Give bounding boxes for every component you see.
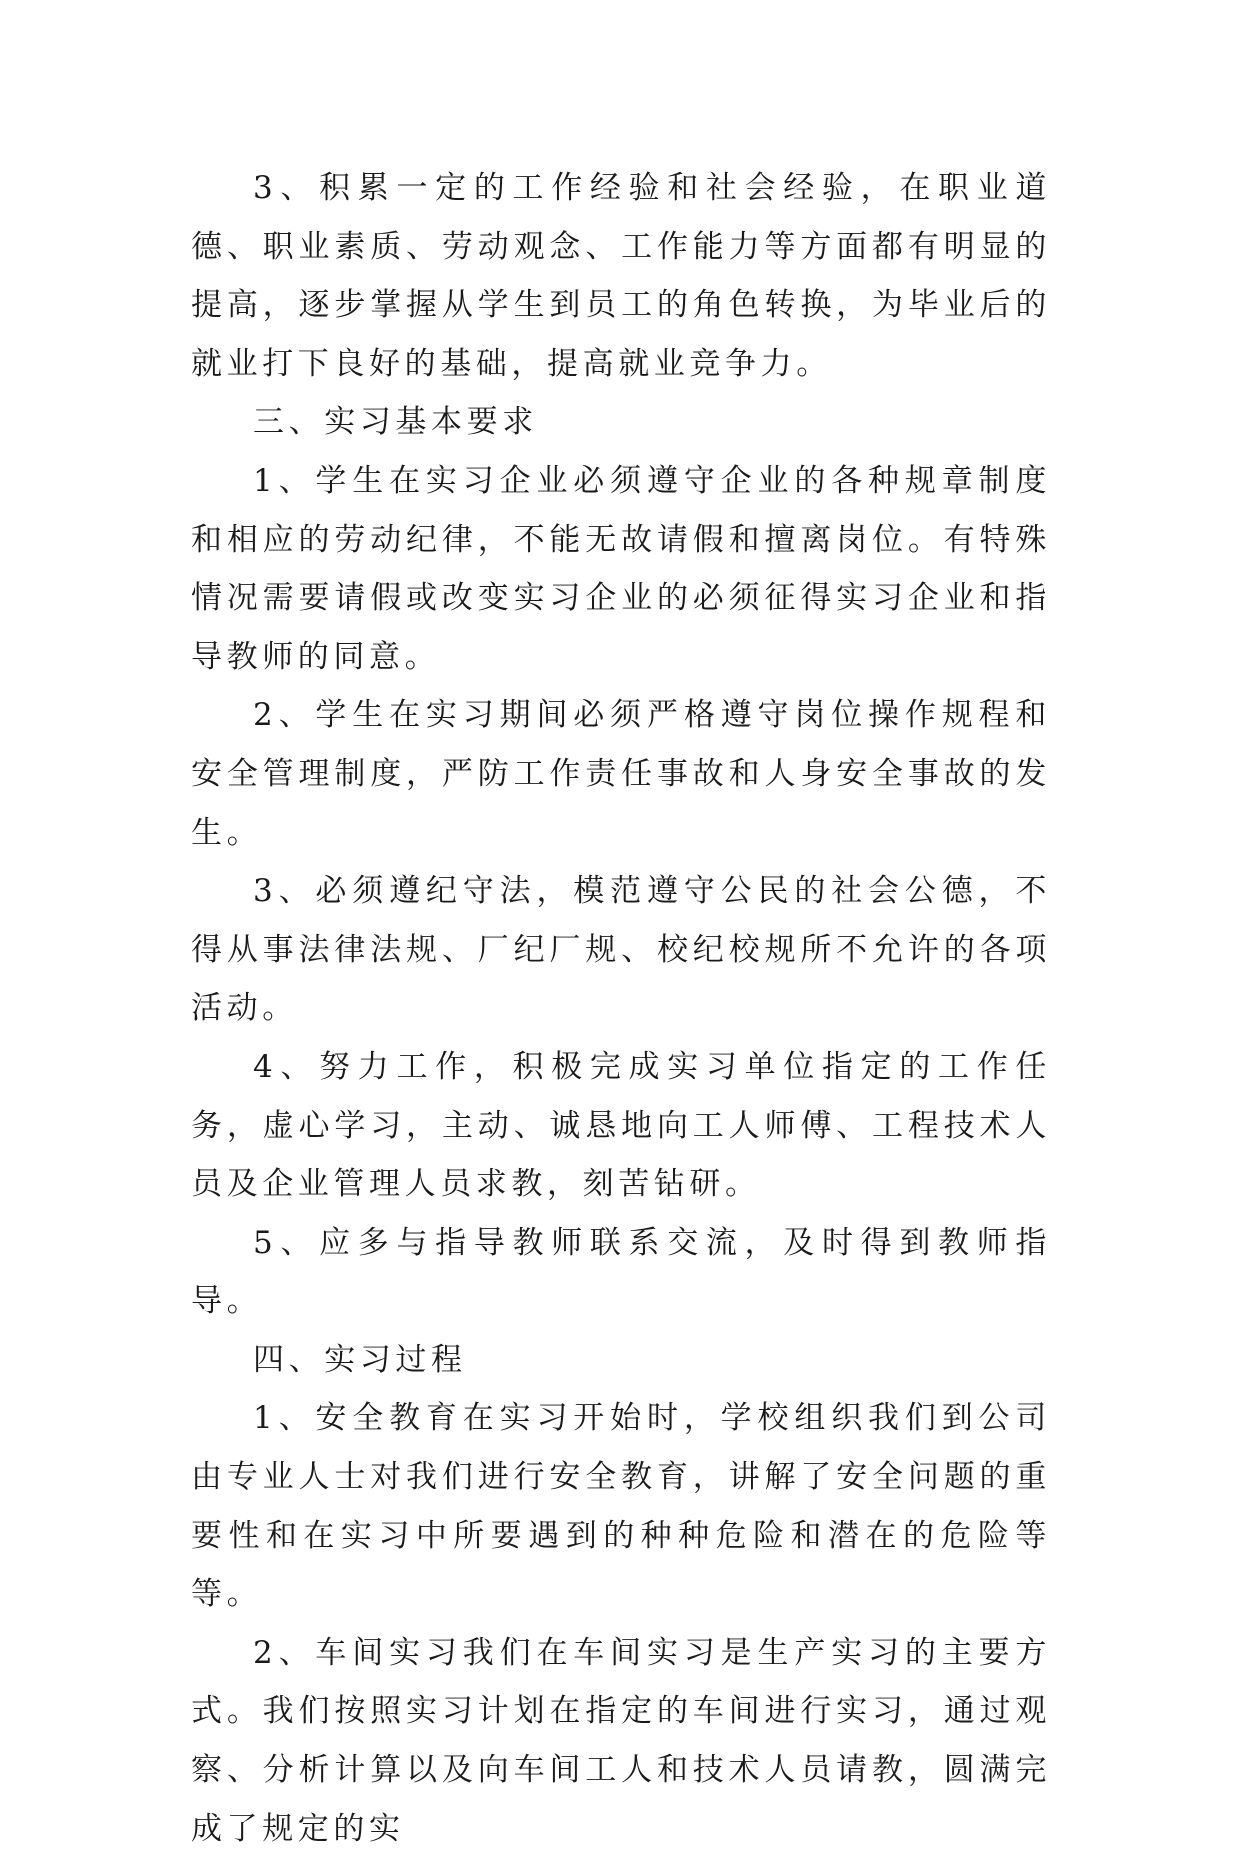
- paragraph-requirement-4: 4、努力工作，积极完成实习单位指定的工作任务，虚心学习，主动、诚恳地向工人师傅、工程技术人员及企业管理人员求教，刻苦钻研。: [191, 1048, 1051, 1203]
- paragraph-process-2: 2、车间实习我们在车间实习是生产实习的主要方式。我们按照实习计划在指定的车间进行实习，通过观察、分析计算以及向车间工人和技术人员请教，圆满完成了规定的实: [191, 1634, 1051, 1847]
- section-heading-requirements: 三、实习基本要求: [253, 404, 538, 441]
- paragraph-goal-3: 3、积累一定的工作经验和社会经验，在职业道德、职业素质、劳动观念、工作能力等方面都有明显的提高，逐步掌握从学生到员工的角色转换，为毕业后的就业打下良好的基础，提高就业竞争力。: [191, 170, 1051, 382]
- paragraph-requirement-1: 1、学生在实习企业必须遵守企业的各种规章制度和相应的劳动纪律，不能无故请假和擅离岗位。有特殊情况需要请假或改变实习企业的必须征得实习企业和指导教师的同意。: [191, 462, 1051, 675]
- paragraph-requirement-5: 5、应多与指导教师联系交流，及时得到教师指导。: [191, 1224, 1051, 1320]
- section-heading-process: 四、实习过程: [253, 1341, 467, 1378]
- paragraph-requirement-2: 2、学生在实习期间必须严格遵守岗位操作规程和安全管理制度，严防工作责任事故和人身安全事故的发生。: [191, 697, 1051, 851]
- paragraph-process-1: 1、安全教育在实习开始时，学校组织我们到公司由专业人士对我们进行安全教育，讲解了安全问题的重要性和在实习中所要遇到的种种危险和潜在的危险等等。: [191, 1400, 1051, 1613]
- paragraph-requirement-3: 3、必须遵纪守法，模范遵守公民的社会公德，不得从事法律法规、厂纪厂规、校纪校规所不允许的各项活动。: [191, 873, 1051, 1027]
- document-body: [191, 159, 1051, 1858]
